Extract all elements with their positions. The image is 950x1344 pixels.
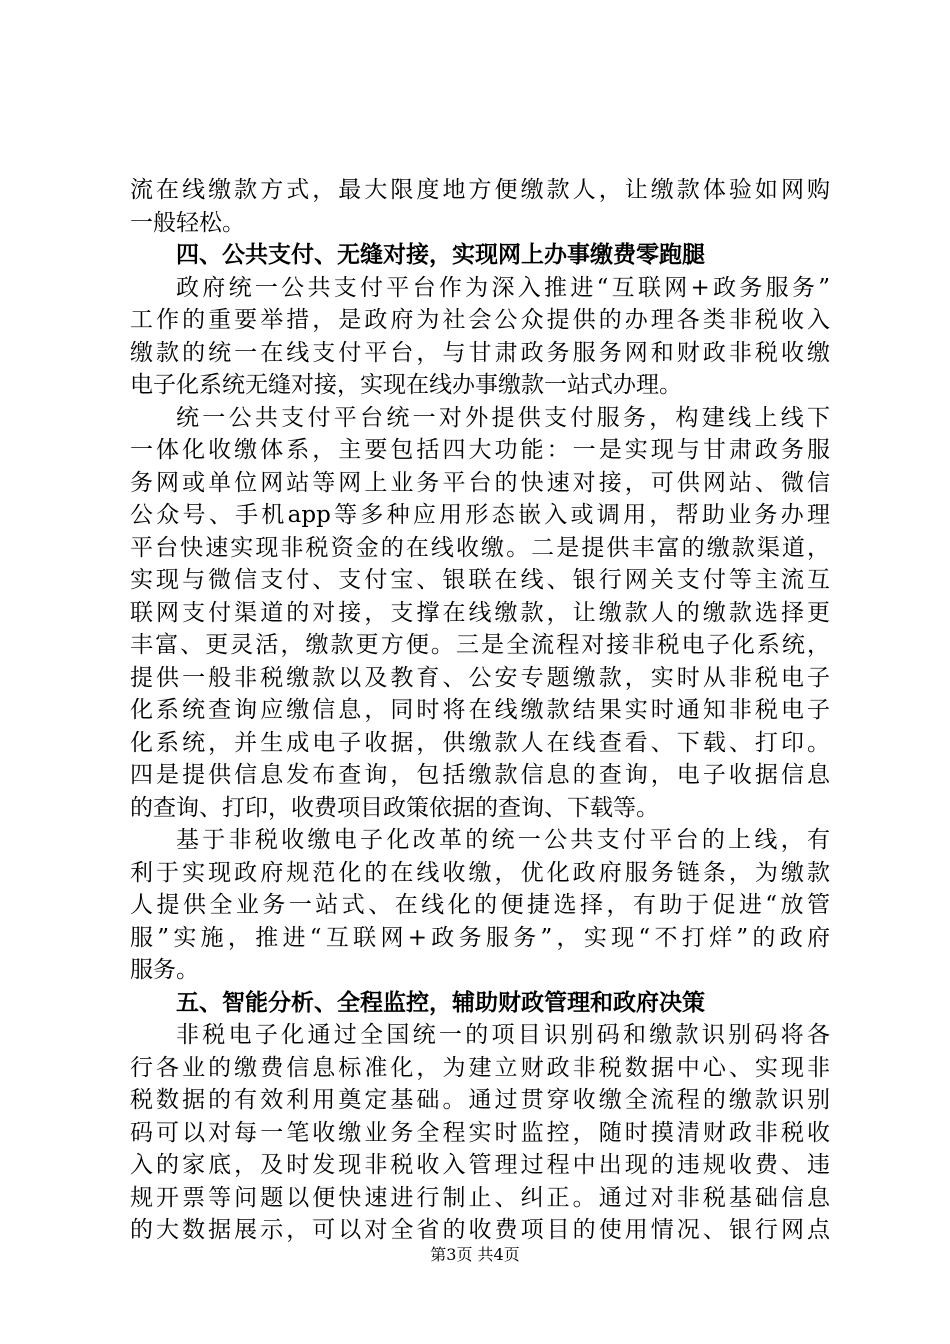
paragraph-line: 税数据的有效利用奠定基础。通过贯穿收缴全流程的缴款识别	[130, 1087, 830, 1113]
paragraph-line: 四是提供信息发布查询，包括缴款信息的查询，电子收据信息	[130, 762, 830, 788]
paragraph-line: 提供一般非税缴款以及教育、公安专题缴款，实时从非税电子	[130, 664, 830, 691]
paragraph-line: 非税电子化通过全国统一的项目识别码和缴款识别码将各	[176, 1022, 830, 1048]
paragraph-line: 政府统一公共支付平台作为深入推进“互联网+政务服务”	[176, 274, 830, 301]
paragraph-line: 基于非税收缴电子化改革的统一公共支付平台的上线，有	[176, 827, 830, 853]
page-footer: 第3页 共4页	[430, 1245, 520, 1264]
paragraph-line: 规开票等问题以便快速进行制止、纠正。通过对非税基础信息	[130, 1184, 830, 1211]
paragraph-line: 化系统，并生成电子收据，供缴款人在线查看、下载、打印。	[130, 729, 830, 756]
paragraph-line: 公众号、手机app等多种应用形态嵌入或调用，帮助业务办理	[130, 502, 830, 528]
paragraph-line: 一体化收缴体系，主要包括四大功能：一是实现与甘肃政务服	[130, 437, 830, 463]
paragraph-line: 统一公共支付平台统一对外提供支付服务，构建线上线下	[176, 404, 830, 431]
paragraph-line: 丰富、更灵活，缴款更方便。三是全流程对接非税电子化系统，	[130, 632, 830, 658]
paragraph-line: 缴款的统一在线支付平台，与甘肃政务服务网和财政非税收缴	[130, 339, 830, 366]
paragraph-line: 行各业的缴费信息标准化，为建立财政非税数据中心、实现非	[130, 1054, 830, 1081]
paragraph-line: 服”实施，推进“互联网+政务服务”，实现“不打烊”的政府	[130, 924, 830, 951]
paragraph-line: 流在线缴款方式，最大限度地方便缴款人，让缴款体验如网购	[130, 177, 830, 203]
paragraph-line: 服务。	[130, 957, 199, 983]
paragraph-line: 入的家底，及时发现非税收入管理过程中出现的违规收费、违	[130, 1152, 830, 1178]
document-body	[130, 174, 830, 1247]
section-heading: 四、公共支付、无缝对接，实现网上办事缴费零跑腿	[176, 242, 705, 268]
paragraph-line: 实现与微信支付、支付宝、银联在线、银行网关支付等主流互	[130, 567, 830, 593]
paragraph-line: 联网支付渠道的对接，支撑在线缴款，让缴款人的缴款选择更	[130, 599, 830, 626]
paragraph-line: 平台快速实现非税资金的在线收缴。二是提供丰富的缴款渠道，	[130, 534, 830, 561]
paragraph-line: 工作的重要举措，是政府为社会公众提供的办理各类非税收入	[130, 307, 830, 333]
paragraph-line: 人提供全业务一站式、在线化的便捷选择，有助于促进“放管	[130, 892, 830, 918]
paragraph-line: 化系统查询应缴信息，同时将在线缴款结果实时通知非税电子	[130, 697, 830, 723]
paragraph-line: 电子化系统无缝对接，实现在线办事缴款一站式办理。	[130, 372, 682, 398]
paragraph-line: 码可以对每一笔收缴业务全程实时监控，随时摸清财政非税收	[130, 1119, 830, 1146]
paragraph-line: 一般轻松。	[130, 209, 245, 236]
paragraph-line: 务网或单位网站等网上业务平台的快速对接，可供网站、微信	[130, 469, 830, 496]
section-heading: 五、智能分析、全程监控，辅助财政管理和政府决策	[176, 989, 705, 1016]
paragraph-line: 的大数据展示，可以对全省的收费项目的使用情况、银行网点	[130, 1217, 830, 1243]
paragraph-line: 的查询、打印，收费项目政策依据的查询、下载等。	[130, 794, 659, 821]
paragraph-line: 利于实现政府规范化的在线收缴，优化政府服务链条，为缴款	[130, 859, 830, 886]
